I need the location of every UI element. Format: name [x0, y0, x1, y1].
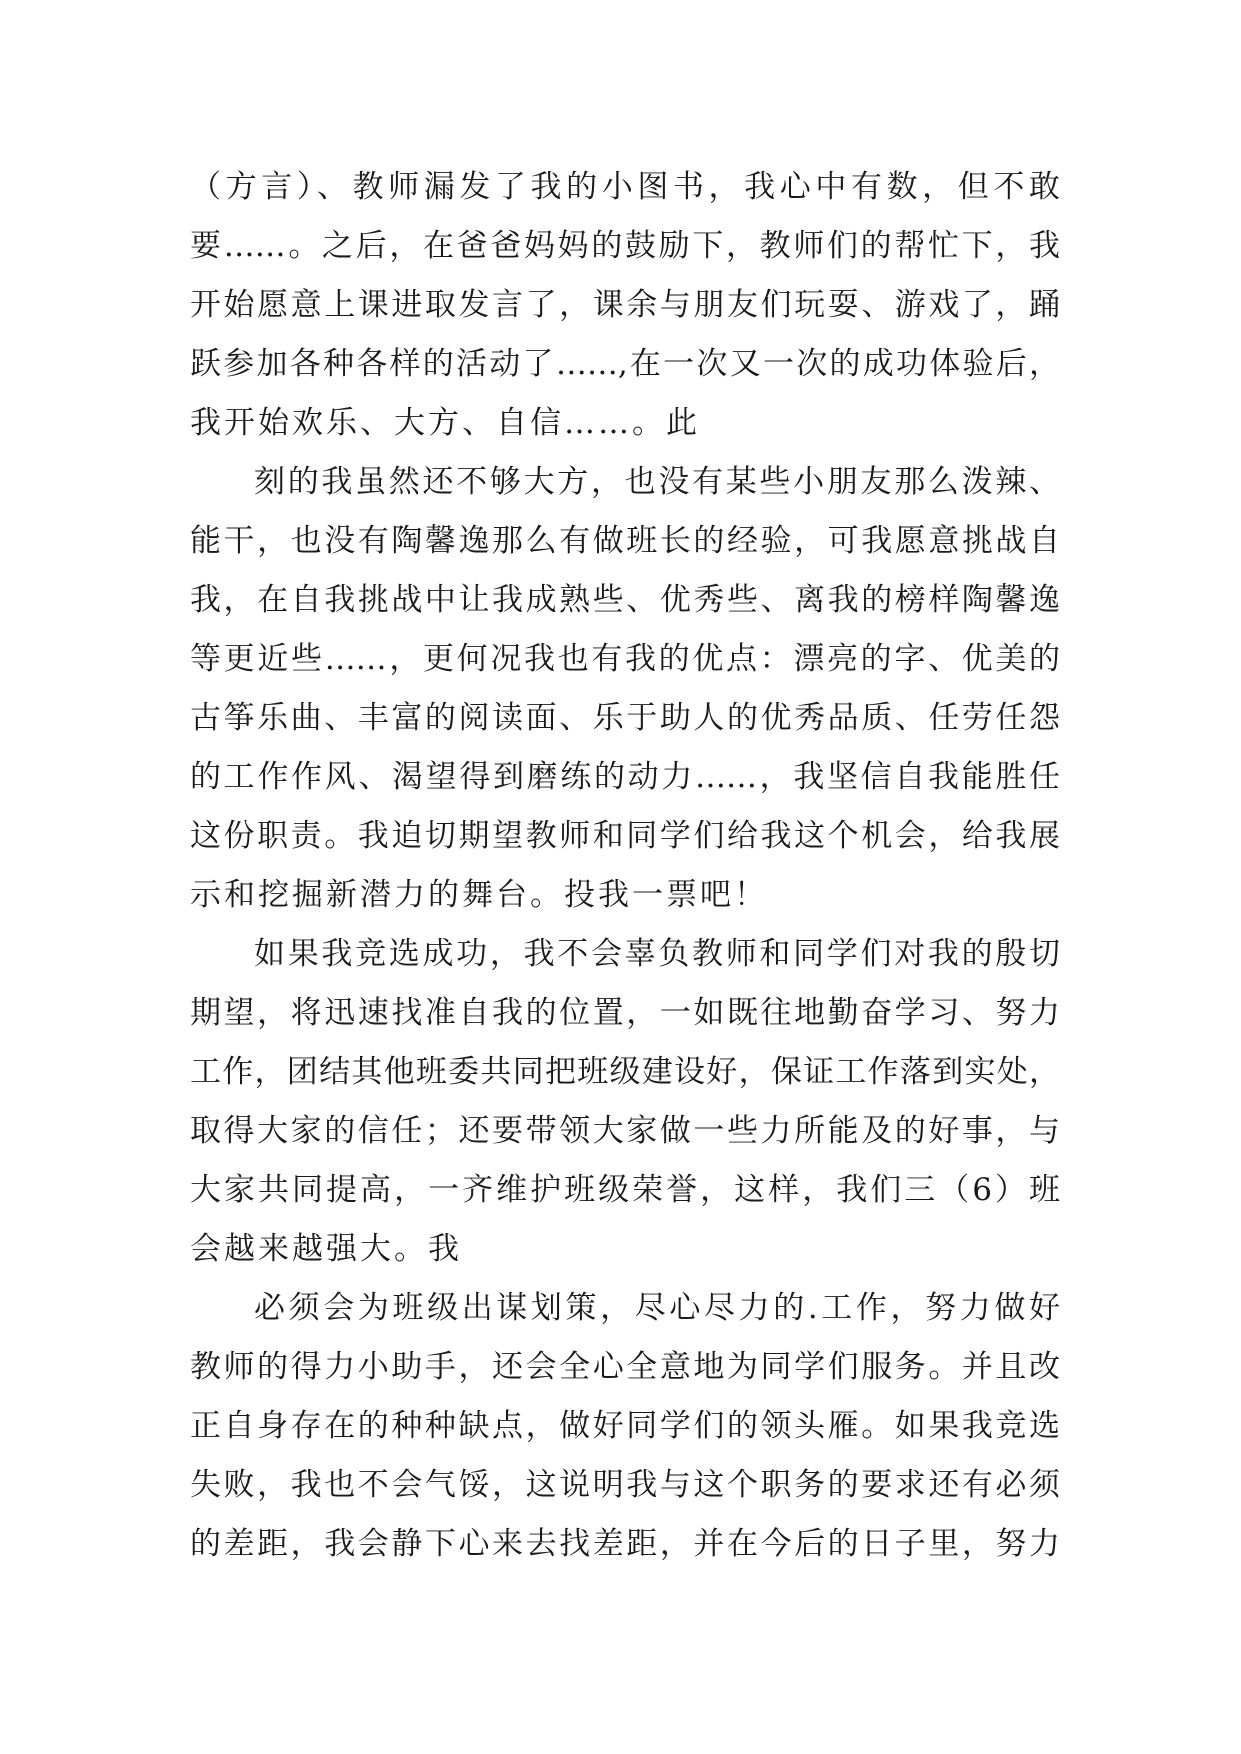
text-line: 等更近些……，更何况我也有我的优点：漂亮的字、优美的 — [190, 641, 1060, 677]
text-line: 失败，我也不会气馁，这说明我与这个职务的要求还有必须 — [190, 1467, 1060, 1503]
text-line: 古筝乐曲、丰富的阅读面、乐于助人的优秀品质、任劳任怨 — [190, 700, 1060, 736]
text-line: 的工作作风、渴望得到磨练的动力……，我坚信自我能胜任 — [190, 759, 1060, 795]
paragraph-start-line: 必须会为班级出谋划策，尽心尽力的.工作，努力做好 — [254, 1290, 1060, 1326]
text-line: 能干，也没有陶馨逸那么有做班长的经验，可我愿意挑战自 — [190, 523, 1060, 559]
text-line: 工作，团结其他班委共同把班级建设好，保证工作落到实处， — [190, 1054, 1060, 1090]
paragraph-start-line: 如果我竞选成功，我不会辜负教师和同学们对我的殷切 — [254, 936, 1060, 972]
text-line: 教师的得力小助手，还会全心全意地为同学们服务。并且改 — [190, 1349, 1060, 1385]
text-line: （方言）、教师漏发了我的小图书，我心中有数，但不敢 — [190, 169, 1060, 205]
text-line: 跃参加各种各样的活动了……,在一次又一次的成功体验后， — [190, 346, 1060, 382]
text-line: 期望，将迅速找准自我的位置，一如既往地勤奋学习、努力 — [190, 995, 1060, 1031]
text-line: 我开始欢乐、大方、自信……。此 — [190, 405, 700, 441]
text-line: 会越来越强大。我 — [190, 1231, 462, 1267]
text-line: 的差距，我会静下心来去找差距，并在今后的日子里，努力 — [190, 1526, 1060, 1562]
paragraph-start-line: 刻的我虽然还不够大方，也没有某些小朋友那么泼辣、 — [254, 464, 1060, 500]
text-line: 这份职责。我迫切期望教师和同学们给我这个机会，给我展 — [190, 818, 1060, 854]
body-text — [190, 158, 1060, 1574]
text-line: 正自身存在的种种缺点，做好同学们的领头雁。如果我竞选 — [190, 1408, 1060, 1444]
text-line: 取得大家的信任；还要带领大家做一些力所能及的好事，与 — [190, 1113, 1060, 1149]
text-line: 开始愿意上课进取发言了，课余与朋友们玩耍、游戏了，踊 — [190, 287, 1060, 323]
text-line: 我，在自我挑战中让我成熟些、优秀些、离我的榜样陶馨逸 — [190, 582, 1060, 618]
text-line: 大家共同提高，一齐维护班级荣誉，这样，我们三（6）班 — [190, 1172, 1060, 1208]
text-line: 示和挖掘新潜力的舞台。投我一票吧！ — [190, 877, 768, 913]
text-line: 要……。之后，在爸爸妈妈的鼓励下，教师们的帮忙下，我 — [190, 228, 1060, 264]
